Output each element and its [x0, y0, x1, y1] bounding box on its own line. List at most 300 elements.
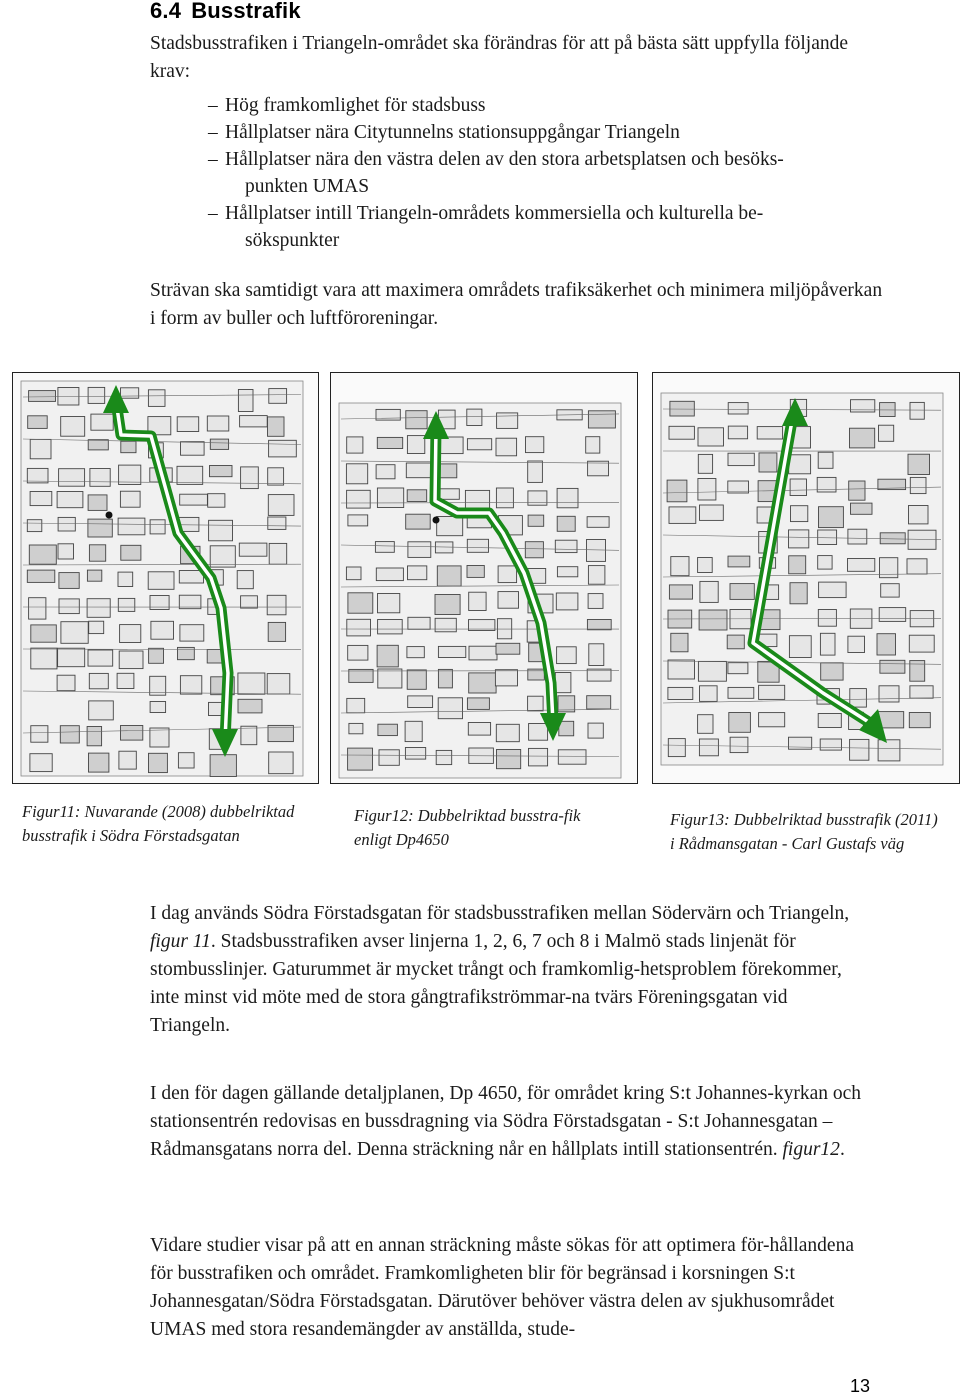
map-block	[435, 618, 456, 632]
map-block	[728, 453, 754, 465]
paragraph-text: .	[839, 1139, 845, 1160]
map-block	[467, 566, 484, 578]
map-block	[588, 411, 615, 428]
map-block	[241, 726, 257, 745]
map-block	[819, 582, 847, 598]
map-block	[558, 750, 586, 764]
map-block	[60, 726, 79, 743]
requirement-text: Hög framkomlighet för stadsbuss	[225, 95, 486, 116]
map-block	[496, 724, 519, 741]
map-block	[698, 454, 712, 473]
map-block	[818, 714, 841, 728]
map-block	[121, 441, 136, 452]
map-block	[61, 622, 88, 644]
map-block	[238, 699, 262, 713]
map-block	[348, 515, 368, 526]
figure-11-map	[12, 372, 319, 784]
map-block	[496, 488, 513, 508]
figure-13-caption: Figur13: Dubbelriktad busstrafik (2011) i Rådmansgatan - Carl Gustafs väg	[670, 810, 938, 853]
map-block	[118, 572, 133, 586]
map-block	[789, 530, 809, 548]
map-block	[377, 488, 403, 508]
map-block	[880, 660, 905, 673]
map-block	[31, 648, 57, 669]
requirement-item	[200, 119, 880, 146]
map-block	[179, 571, 203, 584]
map-block	[151, 621, 174, 639]
map-block	[268, 417, 285, 436]
map-block	[587, 540, 606, 562]
map-block	[497, 413, 518, 429]
location-dot	[106, 512, 113, 519]
bullet-dash: –	[208, 203, 218, 224]
map-block	[910, 686, 933, 698]
section-heading	[150, 0, 301, 24]
map-block	[438, 437, 463, 454]
map-block	[150, 520, 165, 534]
map-block	[346, 567, 361, 580]
map-block	[347, 490, 371, 508]
paragraph-text: I den för dagen gällande detaljplanen, Dp 4650, för området kring S:t Johannes-kyrkan och stationsentrén redovisas en bussdragning via Södra Förstadsgatan - S:t Johannesgatan – Rådmansgatans norra del. Denna sträckning når en hållplats intill stationsentrén.	[150, 1083, 861, 1160]
map-block	[438, 669, 452, 688]
paragraph-text: I dag används Södra Förstadsgatan för stadsbusstrafiken mellan Södervärn och Triangeln,	[150, 903, 850, 924]
map-block	[728, 403, 748, 414]
map-block	[790, 583, 807, 604]
figure-13-map	[652, 372, 960, 784]
map-block	[267, 674, 290, 694]
intro-paragraph: Stadsbusstrafiken i Triangeln-området ska förändras för att på bästa sätt uppfylla följande krav:	[150, 33, 849, 82]
figure-reference: figur 11	[150, 931, 211, 952]
map-block	[89, 753, 109, 772]
map-block	[57, 675, 75, 691]
map-block	[558, 696, 575, 712]
map-block	[27, 468, 48, 483]
map-block	[348, 748, 373, 770]
map-block	[907, 559, 927, 574]
map-block	[910, 402, 924, 419]
map-block	[589, 644, 604, 666]
map-block	[880, 558, 898, 578]
map-block	[349, 669, 373, 682]
map-block	[700, 686, 718, 702]
map-block	[880, 533, 905, 544]
map-block	[851, 503, 873, 514]
strive-paragraph: Strävan ska samtidigt vara att maximera områdets trafiksäkerhet och minimera miljöpåverkan i form av buller och luftföroreningar.	[150, 280, 883, 329]
map-block	[377, 437, 402, 448]
map-block	[698, 428, 724, 446]
map-block	[180, 625, 204, 641]
map-block	[730, 737, 748, 752]
map-block	[818, 556, 832, 570]
map-block	[89, 701, 114, 720]
map-block	[669, 426, 694, 439]
map-block	[497, 619, 511, 639]
map-block	[698, 558, 713, 573]
map-block	[730, 584, 754, 600]
map-block	[408, 566, 427, 580]
section-title: Busstrafik	[191, 0, 301, 23]
map-block	[909, 635, 934, 652]
map-block	[759, 713, 785, 727]
map-block	[529, 748, 548, 766]
map-block	[791, 506, 808, 522]
map-block	[268, 468, 284, 485]
map-block	[407, 647, 424, 658]
map-block	[375, 542, 394, 553]
map-block	[728, 687, 754, 698]
map-block	[405, 721, 422, 741]
map-block	[377, 645, 398, 667]
map-block	[668, 687, 693, 699]
map-block	[346, 464, 367, 484]
map-paper	[661, 393, 943, 765]
map-block	[117, 673, 134, 688]
map-block	[347, 698, 365, 712]
map-block	[61, 417, 85, 437]
map-block	[28, 416, 48, 429]
map-block	[150, 728, 169, 747]
map-block	[267, 595, 286, 615]
map-block	[727, 635, 744, 649]
figure-reference: figur12	[782, 1139, 840, 1160]
map-block	[119, 651, 143, 669]
map-block	[58, 517, 75, 531]
map-block	[238, 673, 265, 694]
map-block	[669, 585, 692, 599]
map-block	[818, 530, 837, 545]
map-block	[820, 739, 841, 750]
map-block	[467, 409, 482, 425]
figure-11-caption: Figur11: Nuvarande (2008) dubbelriktad busstrafik i Södra Förstadsgatan	[22, 802, 295, 845]
map-block	[469, 673, 496, 693]
map-block	[149, 753, 168, 772]
map-block	[210, 546, 235, 567]
map-block	[408, 542, 431, 558]
map-block	[30, 439, 51, 458]
map-block	[378, 669, 402, 688]
paragraph-further-studies: Vidare studier visar på att en annan sträckning måste sökas för att optimera för-hållandena för busstrafiken och området. Framkomligheten blir för begränsad i korsningen S:t Johannesgatan/Södra Förstadsgatan. Därutöver behöver västra delen av sjukhusområdet UMAS med stora resandemängder av anställda, stude-	[150, 1235, 854, 1340]
requirement-text-continued: punkten UMAS	[245, 176, 370, 197]
map-block	[557, 516, 575, 531]
map-block	[436, 750, 452, 764]
map-block	[469, 592, 486, 610]
map-block	[378, 724, 398, 735]
map-block	[789, 636, 811, 658]
map-block	[27, 520, 42, 532]
map-block	[210, 755, 236, 777]
map-block	[269, 440, 297, 457]
map-block	[181, 442, 205, 456]
map-block	[241, 467, 259, 489]
map-block	[879, 686, 899, 702]
map-block	[87, 727, 102, 746]
map-block	[668, 660, 695, 679]
map-block	[407, 670, 426, 689]
map-block	[208, 494, 225, 508]
map-block	[88, 495, 107, 511]
map-block	[879, 425, 894, 441]
map-block	[438, 464, 457, 478]
map-block	[789, 455, 811, 474]
map-block	[698, 479, 716, 501]
map-block	[88, 440, 108, 450]
map-block	[671, 633, 688, 652]
map-block	[728, 556, 750, 567]
map-block	[437, 489, 459, 500]
location-dot	[433, 517, 440, 524]
map-block	[700, 581, 718, 602]
requirement-item	[200, 200, 880, 254]
map-block	[497, 750, 521, 769]
map-block	[498, 566, 516, 583]
map-block	[406, 514, 431, 529]
map-block	[29, 545, 56, 564]
map-block	[437, 517, 463, 536]
map-block	[699, 739, 718, 756]
map-block	[759, 685, 785, 699]
map-block	[557, 567, 577, 577]
map-block	[59, 599, 79, 614]
map-block	[790, 479, 806, 496]
map-block	[348, 593, 373, 613]
map-block	[118, 518, 145, 535]
map-block	[529, 724, 548, 741]
map-block	[850, 739, 869, 760]
map-block	[87, 570, 101, 581]
map-block	[528, 696, 544, 711]
map-block	[379, 750, 399, 766]
map-block	[878, 740, 900, 761]
map-block	[150, 702, 166, 713]
map-block	[89, 621, 104, 633]
map-block	[31, 726, 48, 743]
map-block	[759, 453, 777, 472]
map-block	[207, 416, 229, 431]
map-block	[910, 611, 934, 627]
figure-12-caption: Figur12: Dubbelriktad busstra-fik enligt Dp4650	[354, 806, 581, 849]
map-block	[588, 566, 605, 585]
map-block	[120, 625, 141, 643]
map-block	[148, 390, 165, 407]
map-block	[241, 596, 258, 608]
map-block	[699, 610, 727, 630]
map-block	[528, 515, 544, 526]
map-block	[668, 739, 685, 757]
map-block	[671, 557, 689, 576]
map-block	[848, 636, 865, 652]
map-block	[910, 477, 926, 493]
map-block	[467, 539, 488, 552]
map-block	[669, 507, 696, 524]
map-block	[180, 676, 201, 694]
map-block	[848, 529, 867, 544]
paragraph-current-traffic	[150, 900, 870, 1040]
map-block	[268, 622, 285, 641]
figure-12-map	[330, 372, 638, 784]
map-block	[496, 643, 520, 654]
map-block	[178, 753, 194, 768]
requirement-text: Hållplatser nära den västra delen av den stora arbetsplatsen och besöks-	[225, 149, 784, 170]
map-block	[30, 492, 52, 506]
map-block	[879, 608, 906, 622]
map-block	[496, 438, 517, 456]
map-block	[495, 670, 517, 686]
map-block	[557, 488, 578, 507]
map-block	[269, 543, 287, 564]
map-block	[467, 698, 489, 710]
paragraph-detail-plan	[150, 1080, 870, 1164]
map-block	[730, 610, 751, 629]
map-block	[121, 388, 139, 398]
map-block	[909, 713, 930, 728]
map-block	[89, 545, 105, 561]
map-block	[820, 633, 835, 655]
map-block	[850, 428, 875, 448]
map-block	[528, 461, 543, 482]
map-block	[209, 520, 233, 541]
map-block	[407, 490, 427, 502]
map-block	[29, 391, 56, 402]
map-block	[91, 414, 113, 430]
map-block	[821, 663, 843, 680]
map-block	[818, 610, 836, 627]
map-block	[587, 620, 611, 630]
map-block	[406, 411, 427, 429]
map-block	[347, 619, 371, 636]
map-block	[31, 625, 57, 642]
requirement-text: Hållplatser intill Triangeln-områdets kommersiella och kulturella be-	[225, 203, 764, 224]
map-figure-12	[331, 373, 637, 783]
map-block	[700, 505, 724, 520]
map-block	[88, 519, 112, 537]
map-block	[378, 594, 400, 613]
map-block	[269, 752, 293, 774]
map-block	[177, 417, 199, 432]
requirements-list	[200, 92, 880, 254]
map-block	[877, 634, 896, 655]
map-block	[818, 452, 833, 468]
map-block	[210, 466, 233, 477]
map-block	[465, 490, 489, 510]
map-block	[118, 598, 135, 611]
map-block	[29, 598, 46, 619]
bullet-dash: –	[208, 95, 218, 116]
map-block	[586, 437, 600, 453]
map-block	[408, 696, 433, 708]
map-block	[406, 463, 432, 478]
requirement-item	[200, 146, 880, 200]
map-block	[120, 491, 140, 507]
map-block	[88, 650, 113, 666]
map-block	[587, 517, 609, 528]
map-block	[698, 715, 713, 734]
bullet-dash: –	[208, 149, 218, 170]
map-block	[670, 401, 694, 416]
map-block	[819, 507, 844, 528]
map-block	[556, 593, 578, 610]
map-block	[121, 726, 143, 741]
map-block	[908, 454, 930, 474]
map-block	[498, 592, 519, 609]
map-block	[789, 556, 806, 574]
map-block	[180, 494, 208, 505]
map-figure-11	[13, 373, 318, 783]
map-block	[269, 389, 287, 404]
map-block	[88, 387, 105, 403]
map-block	[58, 544, 74, 559]
map-block	[59, 573, 79, 589]
map-block	[237, 571, 253, 589]
map-block	[239, 543, 267, 556]
map-block	[435, 595, 460, 615]
map-block	[728, 663, 748, 674]
map-block	[405, 748, 425, 760]
requirement-text: Hållplatser nära Citytunnelns stationsuppgångar Triangeln	[225, 122, 680, 143]
map-block	[880, 403, 896, 417]
map-block	[58, 648, 85, 667]
map-block	[238, 390, 253, 412]
map-block	[150, 596, 169, 610]
map-block	[469, 646, 497, 660]
map-block	[728, 426, 747, 439]
map-block	[437, 566, 461, 586]
map-block	[909, 506, 929, 524]
map-block	[119, 751, 136, 769]
map-block	[757, 427, 782, 439]
map-block	[149, 648, 164, 663]
map-block	[57, 492, 83, 508]
map-block	[268, 517, 286, 529]
map-block	[87, 599, 110, 618]
map-block	[588, 594, 603, 609]
map-block	[438, 646, 465, 657]
section-number: 6.4	[150, 0, 182, 23]
map-block	[148, 572, 174, 590]
map-block	[528, 491, 547, 505]
map-block	[348, 645, 368, 660]
map-paper	[339, 403, 621, 778]
bullet-dash: –	[208, 122, 218, 143]
map-block	[268, 495, 294, 516]
map-block	[848, 559, 875, 572]
map-block	[240, 416, 268, 427]
map-block	[849, 481, 865, 500]
map-block	[27, 570, 55, 582]
map-block	[438, 698, 462, 719]
map-block	[347, 437, 363, 453]
map-block	[525, 542, 543, 558]
map-block	[881, 584, 900, 597]
map-block	[526, 437, 544, 453]
map-figure-13	[653, 373, 959, 783]
map-block	[587, 696, 611, 709]
map-block	[435, 542, 453, 553]
map-block	[179, 595, 201, 609]
map-block	[698, 661, 726, 681]
requirement-item	[200, 92, 880, 119]
map-block	[210, 439, 228, 449]
map-block	[59, 469, 85, 487]
map-block	[557, 647, 577, 664]
map-block	[408, 617, 430, 629]
map-block	[177, 466, 203, 484]
map-block	[349, 723, 363, 733]
page-number: 13	[849, 1376, 870, 1396]
map-block	[121, 545, 141, 560]
map-block	[30, 754, 52, 772]
map-block	[89, 673, 108, 688]
map-block	[555, 673, 571, 693]
